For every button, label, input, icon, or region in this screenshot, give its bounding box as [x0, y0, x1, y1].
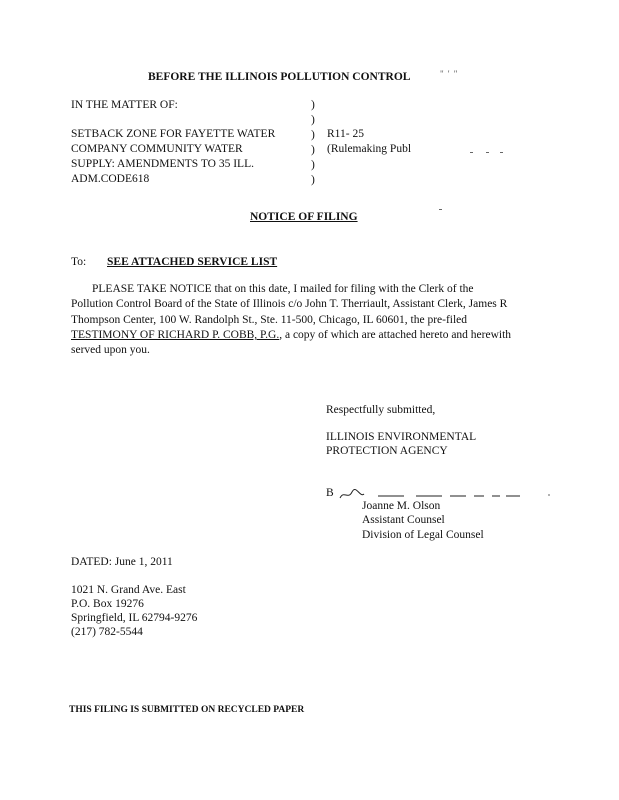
by-label: B [326, 487, 334, 499]
to-label: To: [71, 256, 87, 268]
body-line-4 [71, 328, 516, 343]
scan-speck [486, 152, 489, 153]
body-line-5: served upon you. [71, 344, 150, 357]
title-scan-artifact: " ' " [440, 69, 459, 79]
recycled-paper-footer: THIS FILING IS SUBMITTED ON RECYCLED PAPER [69, 705, 305, 715]
caption-paren: ) [311, 174, 315, 186]
caption-line-1: IN THE MATTER OF: [71, 99, 178, 111]
address-street: 1021 N. Grand Ave. East [71, 584, 186, 596]
body-line-4-rest: , a copy of which are attached hereto and herewith [279, 328, 512, 341]
service-list-reference: SEE ATTACHED SERVICE LIST [107, 256, 278, 268]
address-phone: (217) 782-5544 [71, 626, 143, 638]
signer-division: Division of Legal Counsel [362, 529, 484, 541]
caption-line-3: SETBACK ZONE FOR FAYETTE WATER [71, 128, 276, 140]
proceeding-type: (Rulemaking Publ [327, 143, 412, 155]
caption-line-4: COMPANY COMMUNITY WATER [71, 143, 243, 155]
caption-paren: ) [311, 159, 315, 171]
signer-name: Joanne M. Olson [362, 500, 441, 512]
caption-paren: ) [311, 144, 315, 156]
caption-paren: ) [311, 99, 315, 111]
body-line-3: Thompson Center, 100 W. Randolph St., Ste. 11-500, Chicago, IL 60601, the pre-filed [71, 313, 468, 326]
signer-title: Assistant Counsel [362, 514, 445, 526]
caption-paren: ) [311, 114, 315, 126]
address-po-box: P.O. Box 19276 [71, 598, 144, 610]
caption-line-6: ADM.CODE618 [71, 173, 150, 185]
body-line-1: PLEASE TAKE NOTICE that on this date, I mailed for filing with the Clerk of the [92, 283, 474, 295]
caption-line-5: SUPPLY: AMENDMENTS TO 35 ILL. [71, 158, 254, 170]
caption-paren: ) [311, 129, 315, 141]
dated-line: DATED: June 1, 2011 [71, 556, 173, 568]
agency-line-2: PROTECTION AGENCY [326, 445, 448, 457]
notice-of-filing-heading: NOTICE OF FILING [250, 211, 358, 223]
scan-speck [500, 152, 503, 153]
docket-number: R11- 25 [327, 128, 364, 140]
scan-speck [439, 209, 442, 210]
testimony-title: TESTIMONY OF RICHARD P. COBB, P.G. [71, 328, 280, 341]
address-city: Springfield, IL 62794-9276 [71, 612, 198, 624]
scan-speck [470, 152, 473, 153]
signature-scribble [340, 489, 364, 498]
body-line-2: Pollution Control Board of the State of Illinois c/o John T. Therriault, Assistant Clerk, James R [71, 298, 508, 311]
board-title: BEFORE THE ILLINOIS POLLUTION CONTROL [148, 71, 411, 83]
agency-line-1: ILLINOIS ENVIRONMENTAL [326, 431, 477, 443]
notice-body [71, 282, 516, 358]
closing: Respectfully submitted, [326, 404, 436, 416]
